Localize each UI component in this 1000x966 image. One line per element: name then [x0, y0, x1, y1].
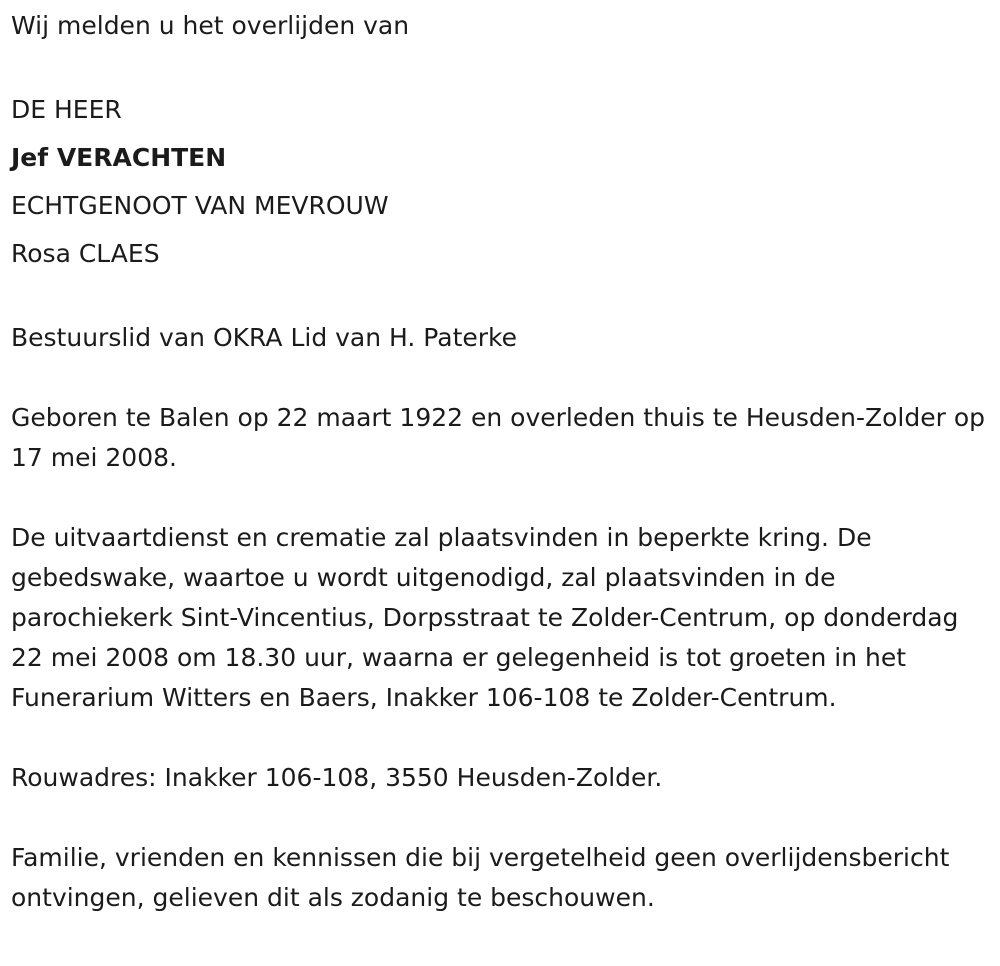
spouse-name: Rosa CLAES — [11, 239, 160, 268]
role-text: Bestuurslid van OKRA Lid van H. Paterke — [11, 323, 517, 352]
spacer — [11, 46, 986, 86]
spouse-label: ECHTGENOOT VAN MEVROUW — [11, 191, 389, 220]
name-block — [11, 86, 986, 278]
birth-death-text: Geboren te Balen op 22 maart 1922 en overleden thuis te Heusden-Zolder op 17 mei 2008. — [11, 403, 985, 472]
spacer — [11, 278, 986, 318]
deceased-name: Jef VERACHTEN — [11, 143, 227, 172]
address-text: Rouwadres: Inakker 106-108, 3550 Heusden-Zolder. — [11, 763, 663, 792]
spacer — [11, 718, 986, 758]
spacer — [11, 798, 986, 838]
service-info-text: De uitvaartdienst en crematie zal plaatsvinden in beperkte kring. De gebedswake, waartoe u wordt uitgenodigd, zal plaatsvinden in de parochiekerk Sint-Vincentius, Dorpsstraat te Zolder-Centrum, op donderdag 22 mei 2008 om 18.30 uur, waarna er gelegenheid is tot groeten in het Funerarium Witters en Baers, Inakker 106-108 te Zolder-Centrum. — [11, 523, 959, 712]
spacer — [11, 478, 986, 518]
intro-text: Wij melden u het overlijden van — [11, 11, 410, 40]
title-prefix: DE HEER — [11, 95, 122, 124]
death-notice — [11, 6, 986, 918]
spacer — [11, 358, 986, 398]
closing-text: Familie, vrienden en kennissen die bij vergetelheid geen overlijdensbericht ontvingen, gelieven dit als zodanig te beschouwen. — [11, 843, 950, 912]
